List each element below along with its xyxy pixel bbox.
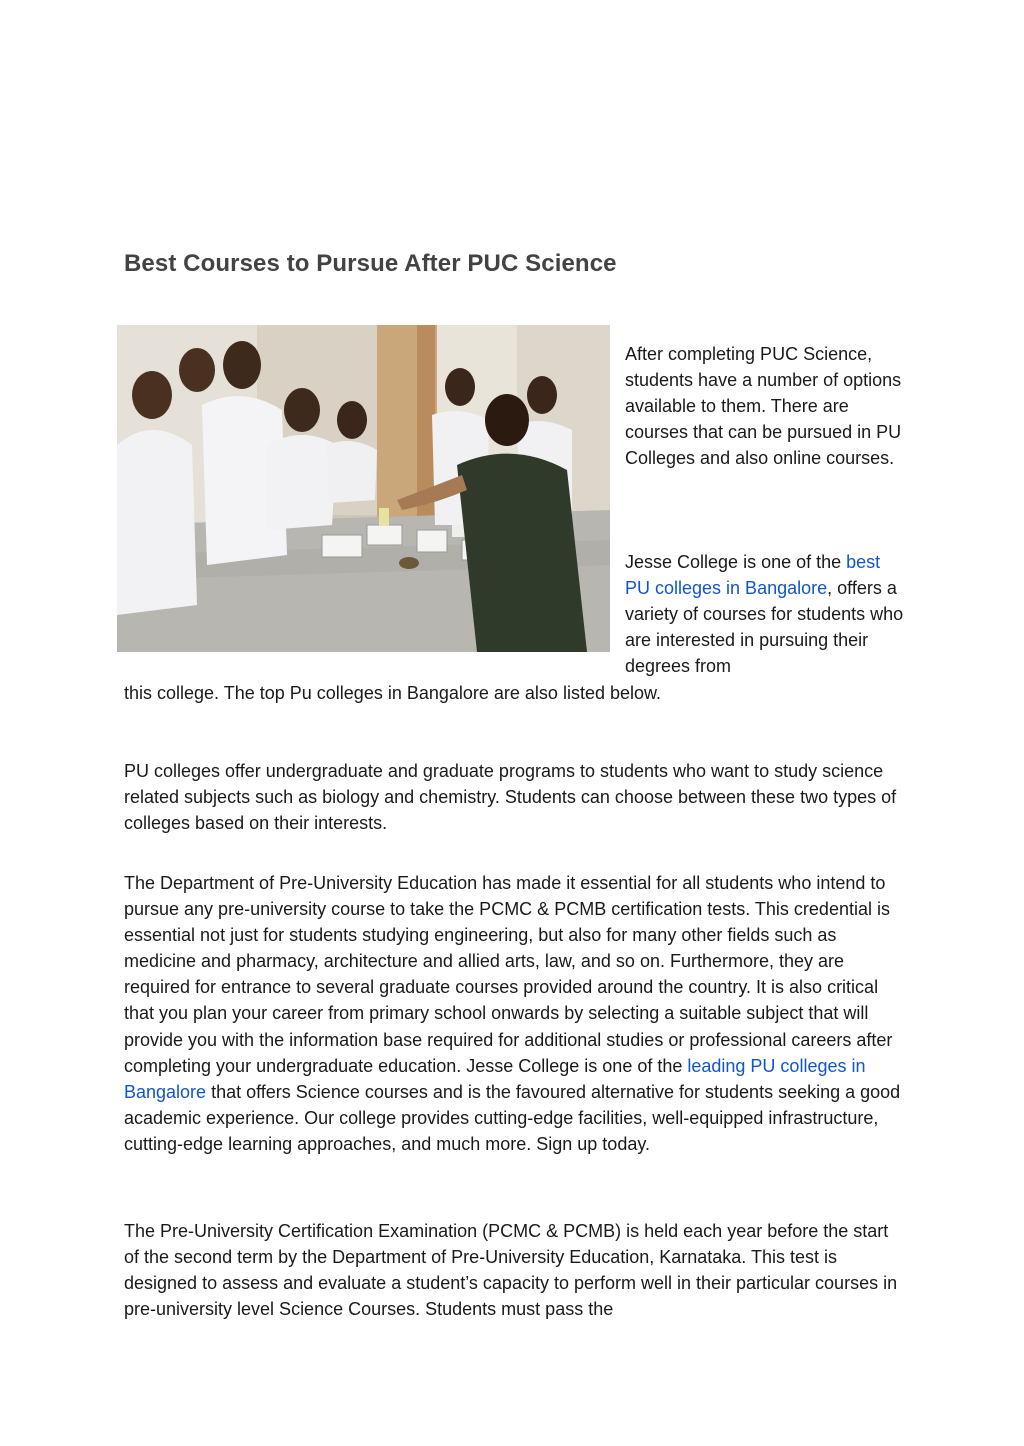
leading-pu-colleges-link[interactable]: leading PU colleges in Bangalore [124, 1055, 866, 1102]
college-intro-text-wrap: this college. The top Pu colleges in Bangalore are also listed below. [124, 683, 662, 703]
college-intro-text-side: , offers a variety of courses for students who are interested in pursuing their degrees from [625, 578, 904, 677]
department-text-end: that offers Science courses and is the favoured alternative for students seeking a good academic experience. Our college provides cutting-edge facilities, well-equipped infrastructure, cutting-edge learning approaches, and much more. Sign up today. [124, 1081, 901, 1154]
department-paragraph [124, 870, 904, 1157]
lab-photo-illustration [117, 325, 610, 652]
programs-paragraph: PU colleges offer undergraduate and graduate programs to students who want to study science related subjects such as biology and chemistry. Students can choose between these two types of colleges based on their interests. [124, 761, 897, 834]
page-title: Best Courses to Pursue After PUC Science [124, 250, 617, 277]
certification-paragraph: The Pre-University Certification Examination (PCMC & PCMB) is held each year before the start of the second term by the Department of Pre-University Education, Karnataka. This test is designed to assess and evaluate a student’s capacity to perform well in their particular courses in pre-university level Science Courses. Students must pass the [124, 1221, 898, 1320]
college-intro-paragraph [625, 549, 910, 679]
department-text-start: The Department of Pre-University Education has made it essential for all students who intend to pursue any pre-university course to take the PCMC & PCMB certification tests. This credential is essential not just for students studying engineering, but also for many other fields such as medicine and pharmacy, architecture and allied arts, law, and so on. Furthermore, they are required for entrance to several graduate courses provided around the country. It is also critical that you plan your career from primary school onwards by selecting a suitable subject that will provide you with the information base required for additional studies or professional careers after completing your undergraduate education. Jesse College is one of the [124, 873, 893, 1076]
best-pu-colleges-link[interactable]: best PU colleges in Bangalore [625, 552, 881, 599]
intro-paragraph: After completing PUC Science, students have a number of options available to them. There are courses that can be pursued in PU Colleges and also online courses. [625, 344, 902, 469]
college-intro-text-start: Jesse College is one of the [625, 552, 847, 572]
lab-students-photo [117, 325, 610, 652]
